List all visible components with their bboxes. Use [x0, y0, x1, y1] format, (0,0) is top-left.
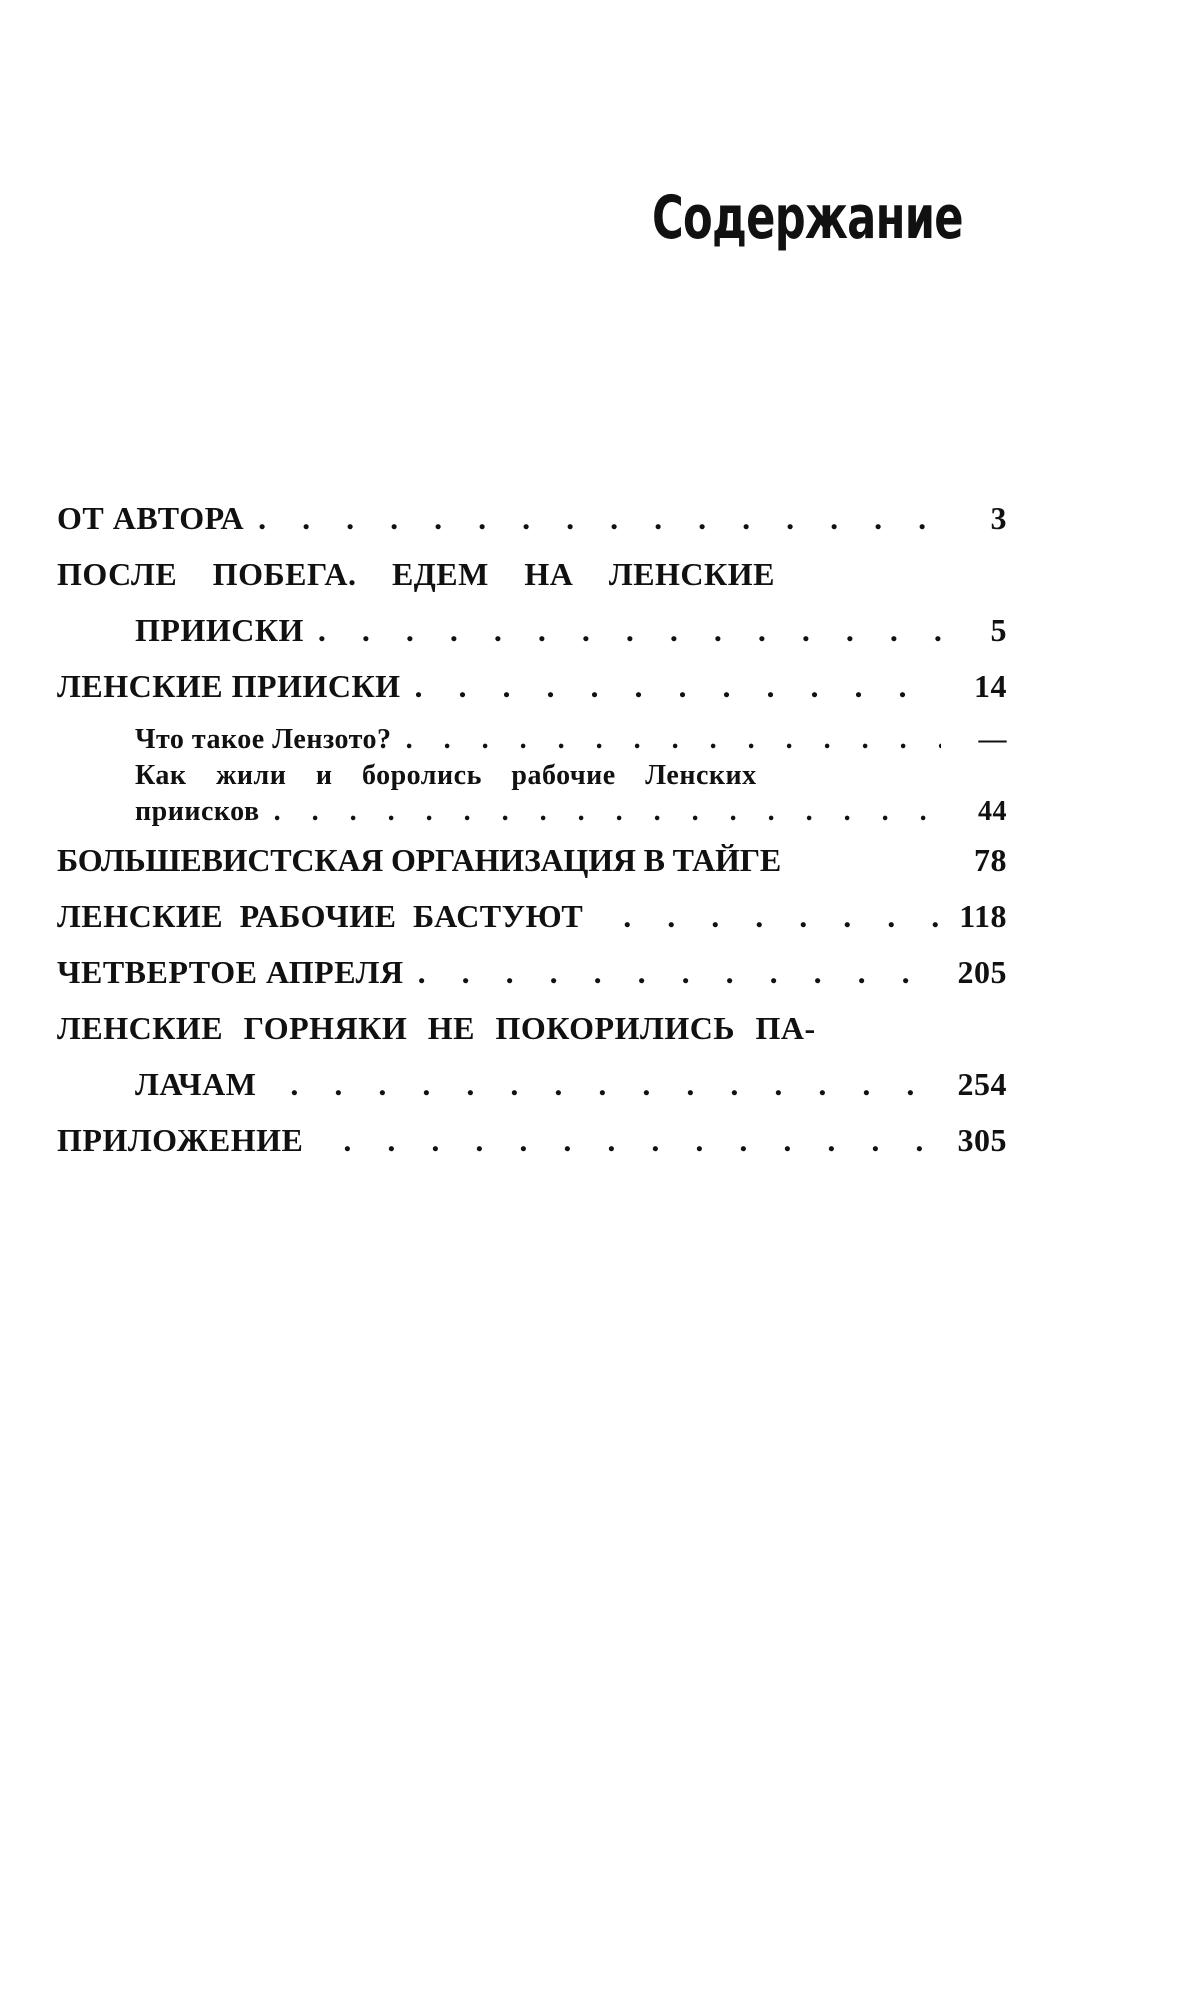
- toc-entry-title: ЛЕНСКИЕ ПРИИСКИ: [57, 668, 401, 704]
- dot-leader: [343, 1122, 941, 1159]
- toc-line: [57, 556, 1007, 612]
- toc-entry-title: БОЛЬШЕВИСТСКАЯ ОРГАНИЗАЦИЯ В ТАЙГЕ: [57, 842, 782, 878]
- toc-line-continued: [57, 1066, 1007, 1122]
- toc-subentry-what-is-lenzoto[interactable]: [57, 724, 1007, 760]
- toc-entry-title: ОТ АВТОРА: [57, 500, 245, 536]
- toc-line: [57, 842, 1007, 898]
- dot-leader: [318, 612, 941, 649]
- toc-page-number: 5: [990, 612, 1007, 648]
- toc-page-number: 44: [978, 796, 1007, 827]
- dot-leader: [274, 796, 941, 828]
- toc-entry-appendix[interactable]: [57, 1122, 1007, 1178]
- toc-line: [57, 898, 1007, 954]
- toc-entry-title: Как жили и боролись рабочие Ленских: [135, 760, 757, 791]
- toc-entry-title: ЛЕНСКИЕ РАБОЧИЕ БАСТУЮТ: [57, 898, 584, 934]
- toc-entry-from-author[interactable]: [57, 500, 1007, 556]
- toc-line-continued: [57, 796, 1007, 832]
- toc-entry-title: ЛЕНСКИЕ ГОРНЯКИ НЕ ПОКОРИЛИСЬ ПА-: [57, 1010, 816, 1046]
- toc-entry-title-continued: ПРИИСКИ: [135, 612, 304, 648]
- toc-line-continued: [57, 612, 1007, 668]
- toc-entry-fourth-april[interactable]: [57, 954, 1007, 1010]
- toc-entry-workers-strike[interactable]: [57, 898, 1007, 954]
- toc-entry-lena-mines[interactable]: [57, 668, 1007, 724]
- toc-line: [57, 1122, 1007, 1178]
- toc-entry-title: ПОСЛЕ ПОБЕГА. ЕДЕМ НА ЛЕНСКИЕ: [57, 556, 775, 592]
- toc-entry-title-continued: ЛАЧАМ: [135, 1066, 257, 1102]
- toc-line: [57, 760, 1007, 796]
- toc-page-number: 78: [974, 842, 1007, 878]
- toc-page-number: 305: [957, 1122, 1007, 1158]
- dot-leader: [418, 954, 941, 991]
- toc-page-number: 254: [957, 1066, 1007, 1102]
- toc-line: [57, 1010, 1007, 1066]
- dot-leader: [623, 898, 941, 935]
- toc-entry-after-escape[interactable]: [57, 556, 1007, 668]
- page-title: Содержание: [652, 183, 963, 253]
- toc-page-number: 3: [990, 500, 1007, 536]
- toc-page-number: —: [978, 724, 1007, 755]
- toc-line: [57, 954, 1007, 1010]
- toc-line: [57, 500, 1007, 556]
- toc-entry-title-continued: приисков: [135, 796, 260, 827]
- toc-entry-bolshevik-organization[interactable]: [57, 842, 1007, 898]
- toc-entry-title: ЧЕТВЕРТОЕ АПРЕЛЯ: [57, 954, 404, 990]
- dot-leader: [406, 724, 941, 756]
- dot-leader: [290, 1066, 941, 1103]
- toc-line: [57, 724, 1007, 760]
- dot-leader: [415, 668, 941, 705]
- table-of-contents: [57, 500, 1007, 1178]
- toc-entry-miners-did-not-submit[interactable]: [57, 1010, 1007, 1122]
- toc-subentry-how-workers-lived[interactable]: [57, 760, 1007, 832]
- toc-page-number: 118: [959, 898, 1007, 934]
- toc-page-number: 14: [974, 668, 1007, 704]
- toc-entry-title: ПРИЛОЖЕНИЕ: [57, 1122, 304, 1158]
- toc-line: [57, 668, 1007, 724]
- toc-page-number: 205: [957, 954, 1007, 990]
- dot-leader: [258, 500, 941, 537]
- toc-entry-title: Что такое Лензото?: [135, 724, 392, 755]
